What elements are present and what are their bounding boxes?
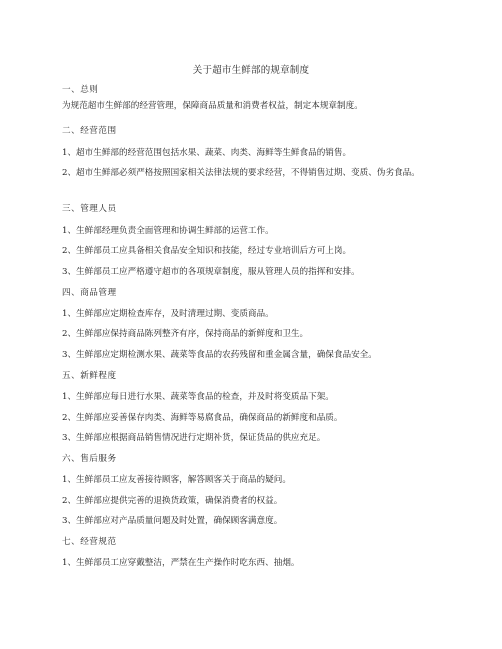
section-heading: 四、商品管理: [62, 288, 117, 298]
section-heading: 七、经营规范: [62, 537, 117, 547]
section-heading: 一、总则: [62, 85, 99, 95]
document-title: 关于超市生鲜部的规章制度: [192, 65, 310, 76]
paragraph: 1、生鲜部员工应友善接待顾客，解答顾客关于商品的疑问。: [62, 475, 291, 485]
paragraph: 3、生鲜部应根据商品销售情况进行定期补货，保证货品的供应充足。: [62, 433, 326, 443]
paragraph: 1、生鲜部员工应穿戴整洁，严禁在生产操作时吃东西、抽烟。: [62, 558, 300, 568]
section-heading: 二、经营范围: [62, 126, 117, 136]
section-heading: 五、新鲜程度: [62, 371, 117, 381]
paragraph: 1、超市生鲜部的经营范围包括水果、蔬菜、肉类、海鲜等生鲜食品的销售。: [62, 148, 352, 158]
paragraph: 2、生鲜部应保持商品陈列整齐有序，保持商品的新鲜度和卫生。: [62, 329, 309, 339]
paragraph: 2、生鲜部应妥善保存肉类、海鲜等易腐食品，确保商品的新鲜度和品质。: [62, 413, 343, 423]
paragraph: 2、生鲜部应提供完善的退换货政策，确保消费者的权益。: [62, 496, 283, 506]
paragraph: 2、生鲜部员工应具备相关食品安全知识和技能，经过专业培训后方可上岗。: [62, 246, 352, 256]
paragraph: 为规范超市生鲜部的经营管理，保障商品质量和消费者权益，制定本规章制度。: [62, 101, 363, 111]
paragraph: 1、生鲜部经理负责全面管理和协调生鲜部的运营工作。: [62, 226, 274, 236]
paragraph: 1、生鲜部应定期检查库存，及时清理过期、变质商品。: [62, 309, 274, 319]
section-heading: 六、售后服务: [62, 454, 117, 464]
section-heading: 三、管理人员: [62, 204, 117, 214]
paragraph: 3、生鲜部应定期检测水果、蔬菜等食品的农药残留和重金属含量，确保食品安全。: [62, 350, 377, 360]
paragraph: 3、生鲜部员工应严格遵守超市的各项规章制度，服从管理人员的指挥和安排。: [62, 267, 360, 277]
paragraph: 2、超市生鲜部必须严格按照国家相关法律法规的要求经营，不得销售过期、变质、伪劣食品。: [62, 168, 420, 178]
paragraph: 1、生鲜部应每日进行水果、蔬菜等食品的检查，并及时将变质品下架。: [62, 392, 334, 402]
paragraph: 3、生鲜部应对产品质量问题及时处置，确保顾客满意度。: [62, 516, 283, 526]
